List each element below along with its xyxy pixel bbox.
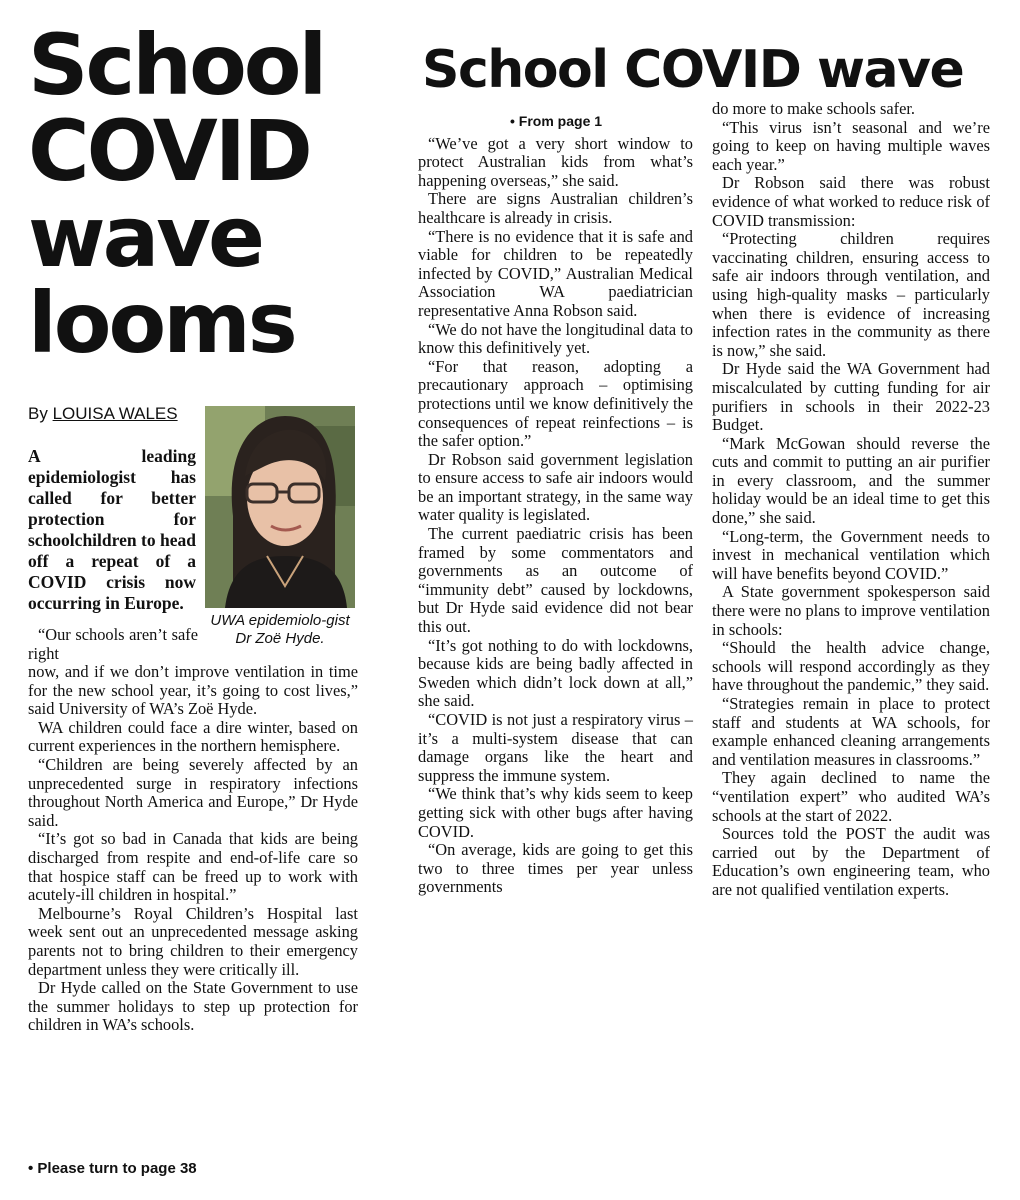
portrait-photo <box>205 406 355 608</box>
paragraph: Melbourne’s Royal Children’s Hospital last week sent out an unprecedented message asking parents not to bring children to their emergency department unless they were critically ill. <box>28 903 358 979</box>
paragraph: “We do not have the longitudinal data to know this definitively yet. <box>418 319 693 358</box>
paragraph: “This virus isn’t seasonal and we’re going to keep on having multiple waves each year.” <box>712 117 990 174</box>
paragraph: “For that reason, adopting a precautionary approach – optimising protections until we know definitively the consequences of repeat reinfections – is the safer option.” <box>418 356 693 451</box>
portrait-illustration <box>205 406 355 608</box>
main-headline <box>28 16 358 372</box>
paragraph: Sources told the POST the audit was carried out by the Department of Education’s own engineering team, who are not qualified ventilation experts. <box>712 824 990 899</box>
headline-line: wave <box>28 188 263 286</box>
paragraph: “Protecting children requires vaccinating children, ensuring access to safe air indoors through ventilation, and using high-quality masks – particularly when there is evidence of increasing infection rates in the community as there is now,” she said. <box>712 229 990 360</box>
headline-line: COVID <box>28 102 310 200</box>
paragraph: “On average, kids are going to get this two to three times per year unless governments <box>418 840 693 897</box>
paragraph: “We think that’s why kids seem to keep getting sick with other bugs after having COVID. <box>418 784 693 841</box>
paragraph: “COVID is not just a respiratory virus – it’s a multi-system disease that can damage organs like the heart and suppress the immune system. <box>418 710 693 785</box>
paragraph: “There is no evidence that it is safe and viable for children to be repeatedly infected by COVID,” Australian Medical Association WA paediatrician representative Anna Robson said. <box>418 226 693 320</box>
paragraph: “Strategies remain in place to protect staff and students at WA schools, for example enhanced cleaning arrangements and ventilation measures in classrooms.” <box>712 694 990 769</box>
byline-author: LOUISA WALES <box>52 404 178 423</box>
paragraph: “Long-term, the Government needs to invest in mechanical ventilation which will have benefits beyond COVID.” <box>712 526 990 583</box>
photo-caption: UWA epidemiolo-gist Dr Zoë Hyde. <box>210 612 350 647</box>
headline-line: looms <box>28 274 295 372</box>
paragraph: “We’ve got a very short window to protect Australian kids from what’s happening overseas,” she said. <box>418 133 693 190</box>
column-2 <box>418 112 693 897</box>
paragraph: “Children are being severely affected by an unprecedented surge in respiratory infections throughout North America and Europe,” Dr Hyde said. <box>28 754 358 830</box>
paragraph: “Our schools aren’t safe right <box>28 625 198 663</box>
jump-line: • Please turn to page 38 <box>28 1160 197 1177</box>
column-1-body <box>28 663 358 1035</box>
paragraph: They again declined to name the “ventilation expert” who audited WA’s schools at the start of 2022. <box>712 768 990 825</box>
paragraph: WA children could face a dire winter, based on current experiences in the northern hemisphere. <box>28 717 358 756</box>
paragraph: “It’s got nothing to do with lockdowns, because kids are being badly affected in Sweden which didn’t lock down at all,” she said. <box>418 635 693 711</box>
from-page-label: • From page 1 <box>510 113 603 129</box>
paragraph: Dr Robson said government legislation to ensure access to safe air indoors would be an important strategy, in the same way water quality is legislated. <box>418 449 693 525</box>
paragraph: Dr Hyde said the WA Government had miscalculated by cutting funding for air purifiers in schools in their 2022-23 Budget. <box>712 359 990 435</box>
byline <box>28 404 228 424</box>
byline-prefix: By <box>28 404 48 423</box>
paragraph: Dr Hyde called on the State Government to use the summer holidays to step up protection for children in WA’s schools. <box>28 978 358 1035</box>
paragraph: “Should the health advice change, schools will respond accordingly as they have throughout the pandemic,” they said. <box>712 638 990 695</box>
paragraph: “It’s got so bad in Canada that kids are being discharged from respite and end-of-life care so that hospice staff can be freed up to work with acutely-ill children in hospital.” <box>28 829 358 905</box>
paragraph: “Mark McGowan should reverse the cuts and commit to putting an air purifier in every classroom, and the summer holiday would be an ideal time to get this done,” she said. <box>712 433 990 528</box>
column-1-top <box>28 626 198 663</box>
column-3 <box>712 100 990 900</box>
paragraph: do more to make schools safer. <box>712 99 916 118</box>
lead-paragraph: A leading epidemiologist has called for better protection for schoolchildren to head off a repeat of a COVID crisis now occurring in Europe. <box>28 446 196 613</box>
paragraph: now, and if we don’t improve ventilation in time for the new school year, it’s going to cost lives,” said University of WA’s Zoë Hyde. <box>28 662 358 719</box>
paragraph: There are signs Australian children’s healthcare is already in crisis. <box>418 189 693 227</box>
paragraph: The current paediatric crisis has been framed by some commentators and governments as an outcome of “immunity debt” caused by lockdowns, but Dr Hyde said evidence did not bear this out. <box>418 524 693 637</box>
continuation-headline: School COVID wave <box>422 40 964 100</box>
paragraph: Dr Robson said there was robust evidence of what worked to reduce risk of COVID transmission: <box>712 173 990 230</box>
paragraph: A State government spokesperson said there were no plans to improve ventilation in schools: <box>712 582 990 639</box>
headline-line: School <box>28 16 325 114</box>
